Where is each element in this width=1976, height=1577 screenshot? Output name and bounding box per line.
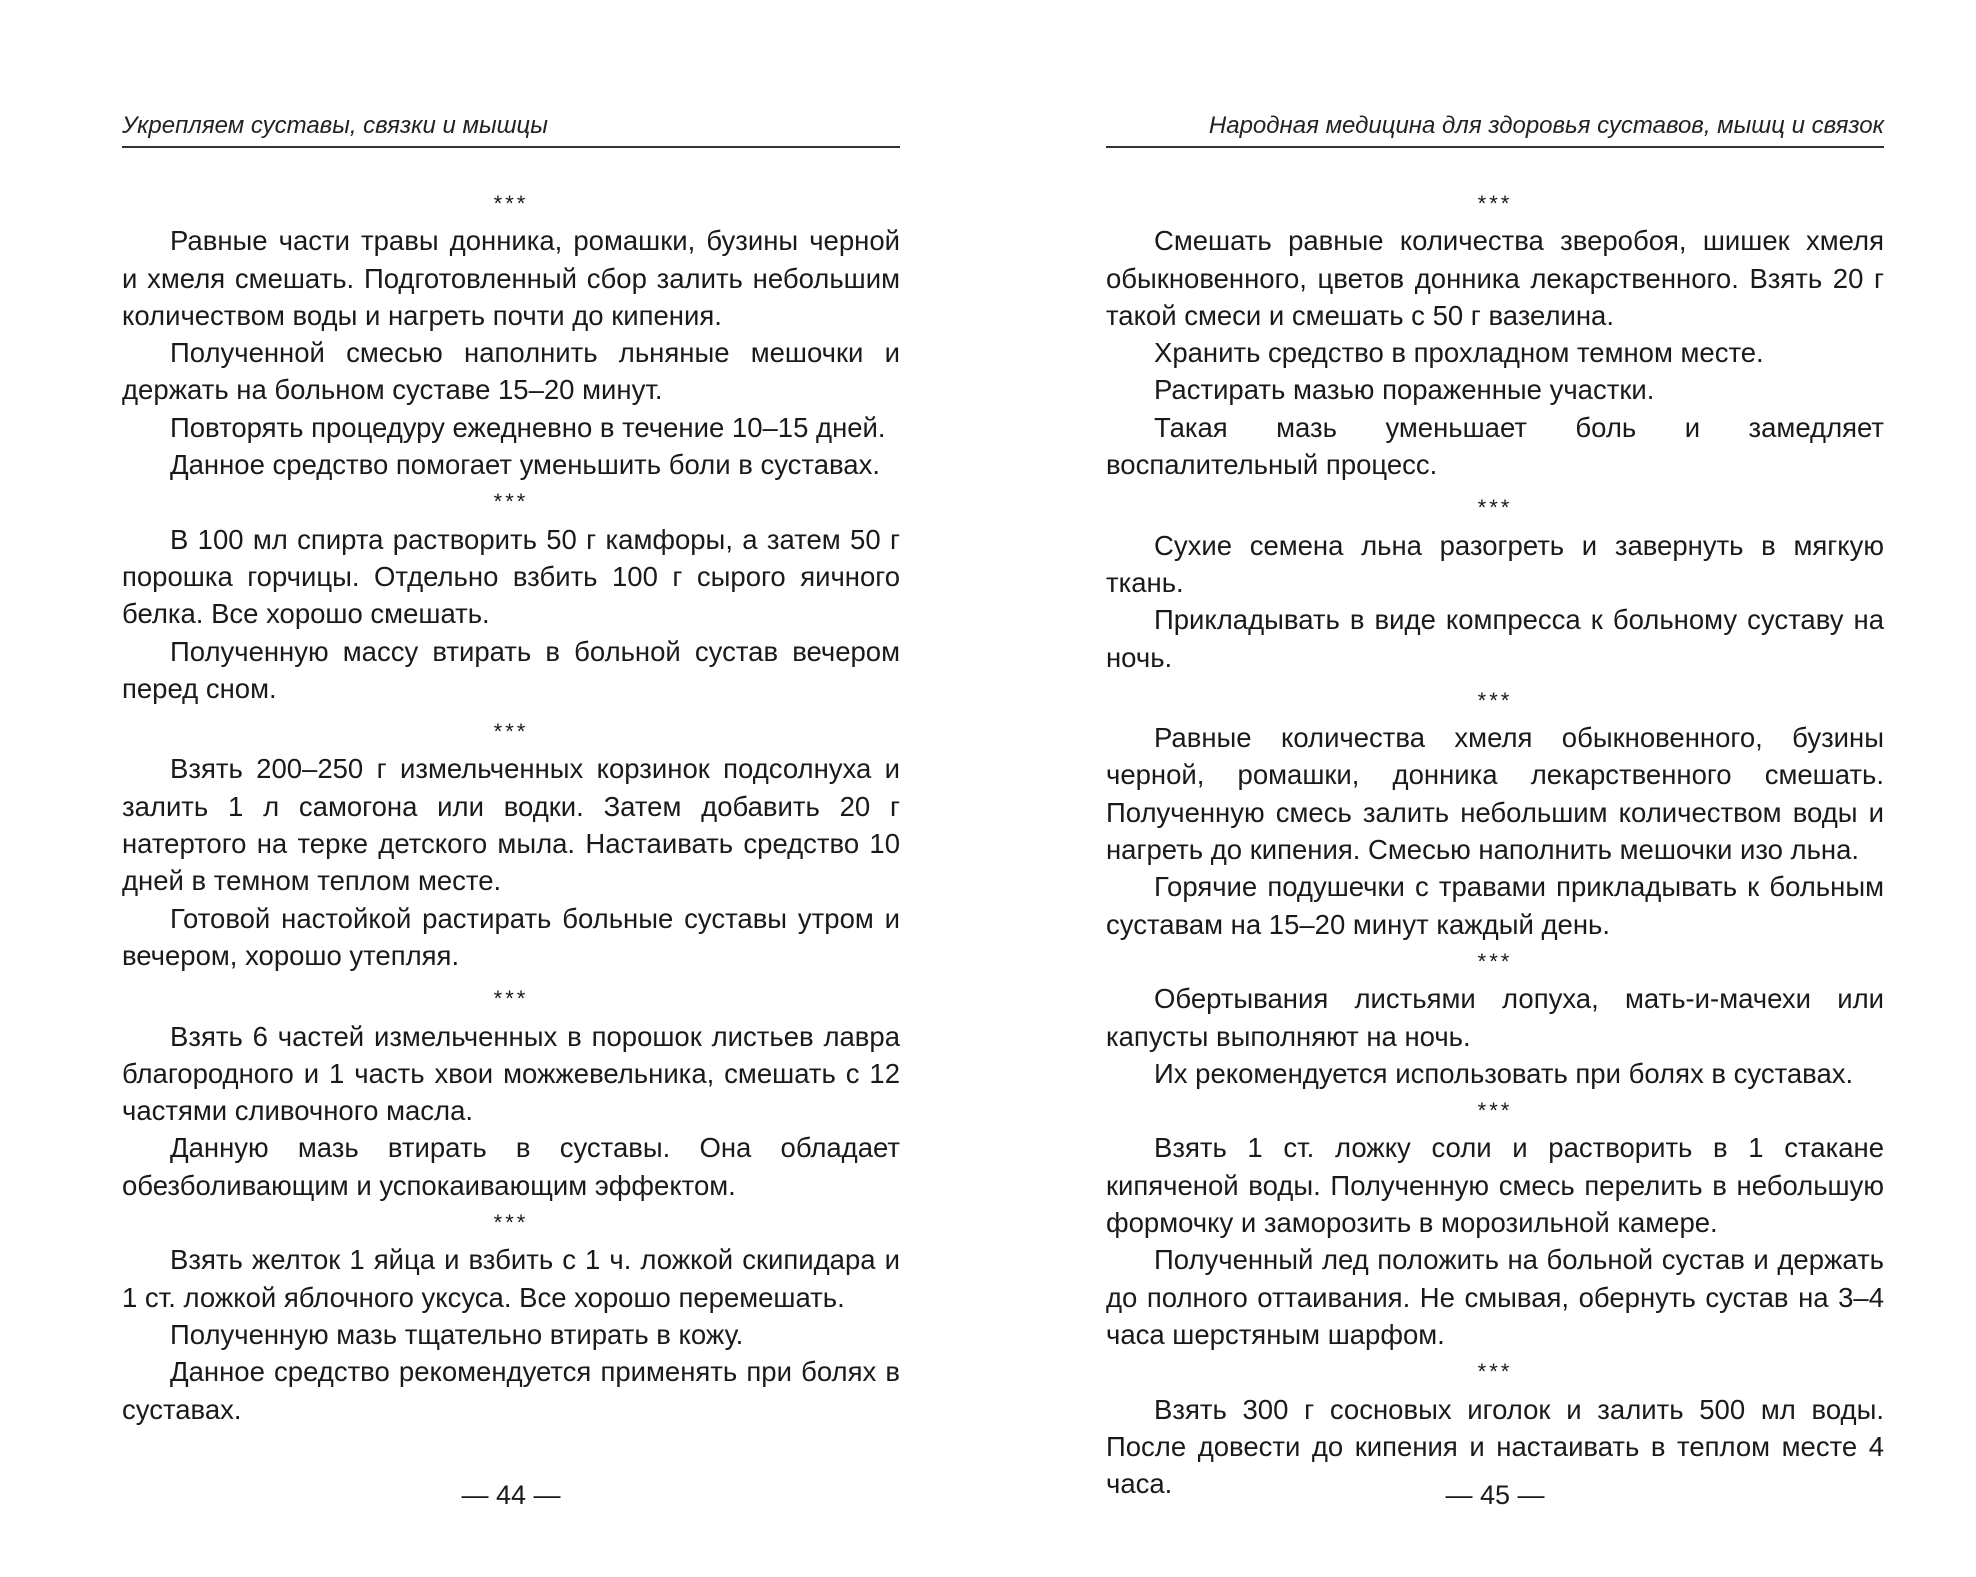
page-number: — 44 — xyxy=(461,1480,561,1510)
paragraph: Их рекомендуется использовать при болях в суставах. xyxy=(1154,1057,1854,1089)
paragraph: Данную мазь втирать в суставы. Она обладает обезболивающим и успокаивающим эффектом. xyxy=(122,1132,900,1201)
right-page xyxy=(988,0,1976,1577)
paragraph: Смешать равные количества зверобоя, шишек хмеля обыкновенного, цветов донника лекарственного. Взять 20 г такой смеси и смешать с 50 г вазелина. xyxy=(1106,225,1884,331)
paragraph: Данное средство рекомендуется применять при болях в суставах. xyxy=(122,1356,900,1425)
section-separator: *** xyxy=(1477,1098,1513,1124)
page-number: — 45 — xyxy=(1445,1480,1545,1510)
paragraph: Взять 6 частей измельченных в порошок листьев лавра благородного и 1 часть хвои можжевельника, смешать с 12 частями сливочного масла. xyxy=(122,1020,900,1127)
section-separator: *** xyxy=(1477,948,1513,974)
paragraph: Взять 1 ст. ложку соли и растворить в 1 стакане кипяченой воды. Полученную смесь перелить в небольшую формочку и заморозить в морозильной камере. xyxy=(1106,1132,1884,1239)
paragraph: Равные части травы донника, ромашки, бузины черной и хмеля смешать. Подготовленный сбор залить небольшим количеством воды и нагреть почти до кипения. xyxy=(122,225,900,331)
paragraph: Взять 200–250 г измельченных корзинок подсолнуха и залить 1 л самогона или водки. Затем добавить 20 г натертого на терке детского мыла. Настаивать средство 10 дней в темном теплом месте. xyxy=(122,753,900,897)
section-separator: *** xyxy=(493,489,529,515)
running-header: Укрепляем суставы, связки и мышцы xyxy=(122,112,900,148)
section-separator: *** xyxy=(1477,687,1513,713)
paragraph: Данное средство помогает уменьшить боли в суставах. xyxy=(170,449,880,481)
paragraph: Полученный лед положить на больной сустав и держать до полного оттаивания. Не смывая, обернуть сустав на 3–4 часа шерстяным шарфом. xyxy=(1106,1244,1884,1350)
section-separator: *** xyxy=(493,1210,529,1236)
paragraph: Хранить средство в прохладном темном месте. xyxy=(1154,337,1764,369)
paragraph: Полученную мазь тщательно втирать в кожу. xyxy=(170,1318,744,1350)
paragraph: В 100 мл спирта растворить 50 г камфоры, а затем 50 г порошка горчицы. Отдельно взбить 100 г сырого яичного белка. Все хорошо смешать. xyxy=(122,523,900,630)
paragraph: Обертывания листьями лопуха, мать-и-мачехи или капусты выполняют на ночь. xyxy=(1106,983,1884,1052)
section-separator: *** xyxy=(1477,495,1513,521)
paragraph: Готовой настойкой растирать больные суставы утром и вечером, хорошо утепляя. xyxy=(122,902,900,971)
paragraph: Полученную массу втирать в больной сустав вечером перед сном. xyxy=(122,635,900,704)
paragraph: Повторять процедуру ежедневно в течение 10–15 дней. xyxy=(170,411,886,443)
section-separator: *** xyxy=(1477,191,1513,216)
section-separator: *** xyxy=(493,986,529,1012)
paragraph: Взять желток 1 яйца и взбить с 1 ч. ложкой скипидара и 1 ст. ложкой яблочного уксуса. Все хорошо перемешать. xyxy=(122,1244,900,1313)
paragraph: Растирать мазью пораженные участки. xyxy=(1154,374,1655,406)
page-body xyxy=(1106,185,1884,1502)
paragraph: Прикладывать в виде компресса к больному суставу на ночь. xyxy=(1106,604,1884,673)
paragraph: Сухие семена льна разогреть и завернуть в мягкую ткань. xyxy=(1106,529,1884,598)
running-header: Народная медицина для здоровья суставов, мышц и связок xyxy=(1106,112,1884,148)
page-body xyxy=(122,185,900,1428)
paragraph: Равные количества хмеля обыкновенного, бузины черной, ромашки, донника лекарственного смешать. Полученную смесь залить небольшим количеством воды и нагреть до кипения. Смесью наполнить мешочки изо льна. xyxy=(1106,722,1884,866)
section-separator: *** xyxy=(1477,1359,1513,1385)
paragraph: Взять 300 г сосновых иголок и залить 500 мл воды. После довести до кипения и настаивать в теплом месте 4 часа. xyxy=(1106,1393,1884,1500)
section-separator: *** xyxy=(493,719,529,745)
paragraph: Полученной смесью наполнить льняные мешочки и держать на больном суставе 15–20 минут. xyxy=(122,337,900,406)
paragraph: Горячие подушечки с травами прикладывать к больным суставам на 15–20 минут каждый день. xyxy=(1106,871,1884,940)
paragraph: Такая мазь уменьшает боль и замедляет воспалительный процесс. xyxy=(1106,411,1884,481)
section-separator: *** xyxy=(493,191,529,216)
